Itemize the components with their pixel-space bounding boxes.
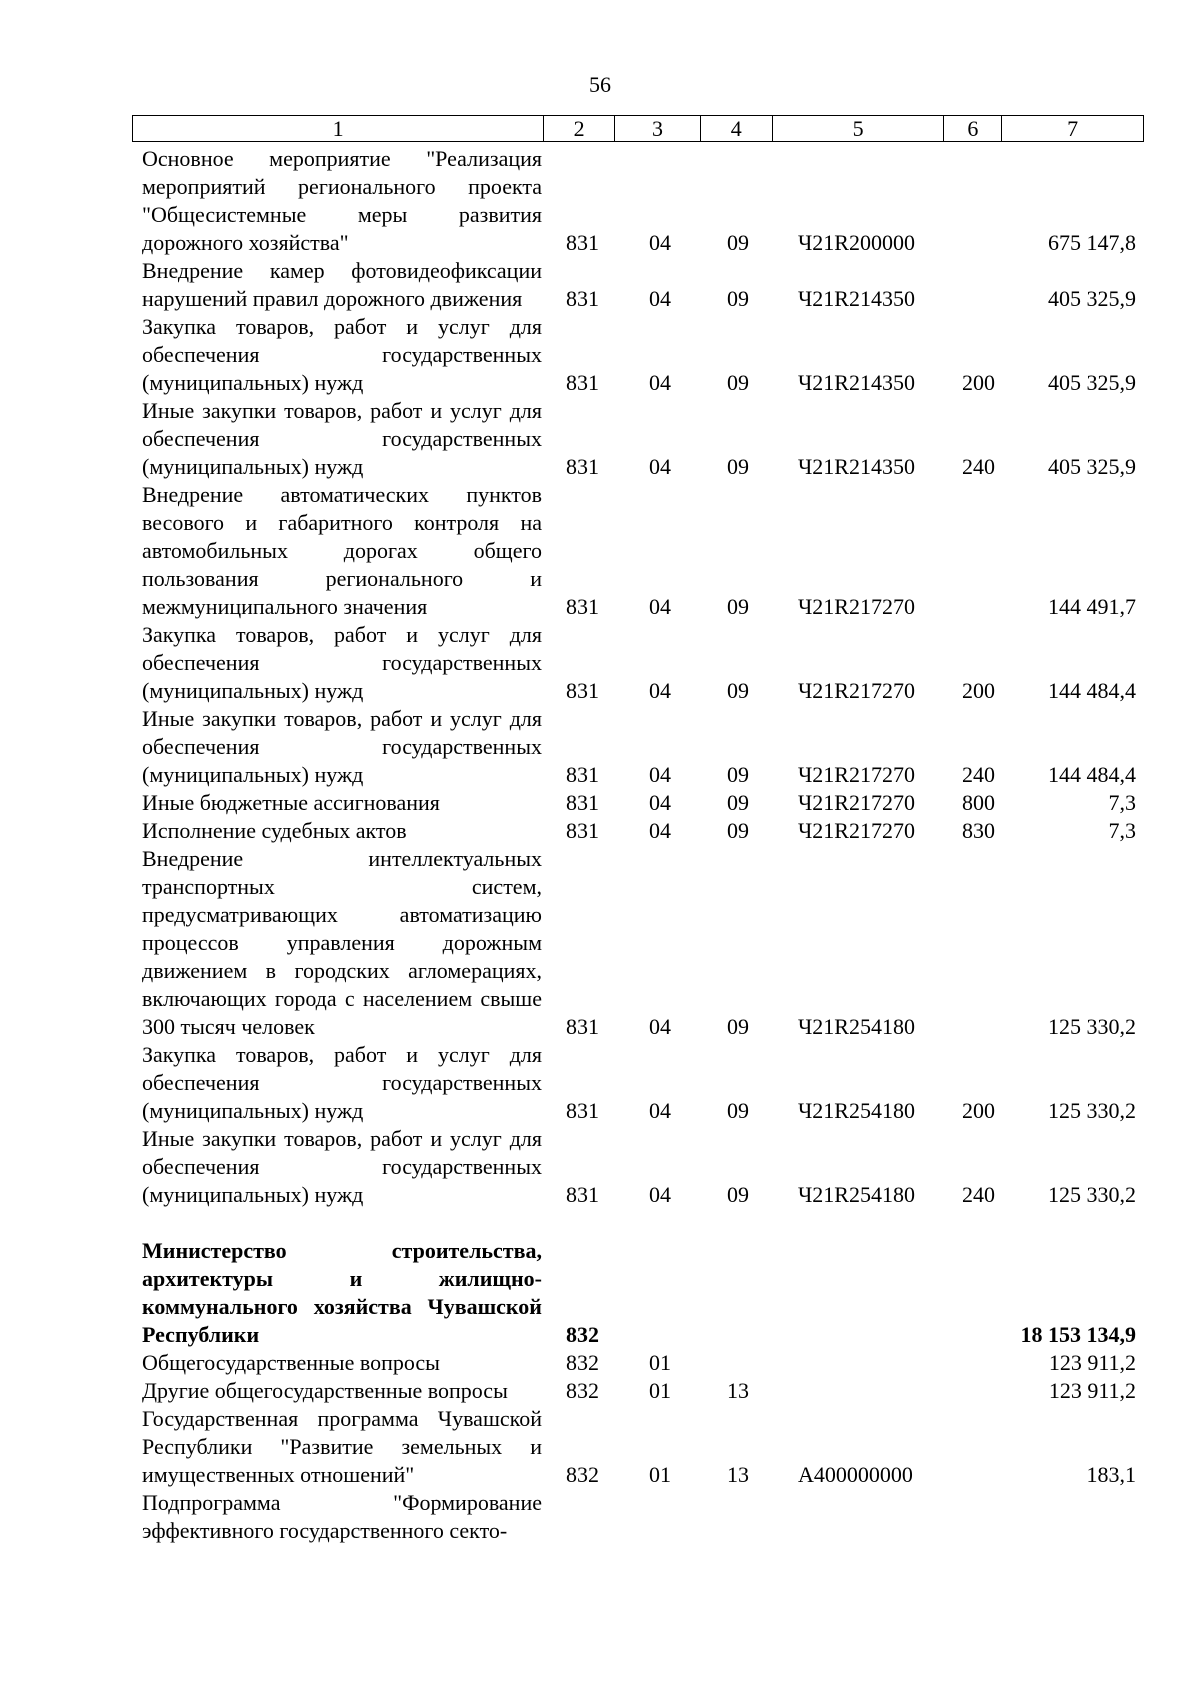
row-description: Иные закупки товаров, работ и услуг для обеспечения государственных (муниципальных) нужд xyxy=(142,1126,542,1207)
row-section: 01 xyxy=(649,1378,671,1403)
table-row xyxy=(132,257,1144,313)
table-row xyxy=(132,1041,1144,1125)
row-section: 04 xyxy=(649,762,671,787)
row-section: 01 xyxy=(649,1462,671,1487)
row-admin-code: 831 xyxy=(566,230,599,255)
row-subsection: 09 xyxy=(727,286,749,311)
row-amount: 144 491,7 xyxy=(1048,594,1136,619)
row-subsection: 09 xyxy=(727,1098,749,1123)
row-description: Государственная программа Чувашской Республики "Развитие земельных и имущественных отношений" xyxy=(142,1406,542,1487)
table-row xyxy=(132,397,1144,481)
row-section: 04 xyxy=(649,454,671,479)
table-row xyxy=(132,1125,1144,1209)
row-subsection: 09 xyxy=(727,594,749,619)
row-amount: 125 330,2 xyxy=(1048,1182,1136,1207)
row-admin-code: 831 xyxy=(566,286,599,311)
row-subsection: 09 xyxy=(727,370,749,395)
row-amount: 405 325,9 xyxy=(1048,454,1136,479)
row-description: Внедрение камер фотовидеофиксации нарушений правил дорожного движения xyxy=(142,258,542,311)
row-expense-type: 830 xyxy=(962,818,995,843)
row-description: Иные бюджетные ассигнования xyxy=(142,790,440,815)
row-admin-code: 831 xyxy=(566,1182,599,1207)
table-row xyxy=(132,845,1144,1041)
row-description: Общегосударственные вопросы xyxy=(142,1350,440,1375)
header-col-4: 4 xyxy=(701,116,773,141)
row-expense-type: 240 xyxy=(962,762,995,787)
table-row xyxy=(132,789,1144,817)
row-description: Основное мероприятие "Реализация мероприятий регионального проекта "Общесистемные меры развития дорожного хозяйства" xyxy=(142,146,542,255)
row-admin-code: 831 xyxy=(566,454,599,479)
row-description: Внедрение автоматических пунктов весового и габаритного контроля на автомобильных дорогах общего пользования регионального и межмуниципального значения xyxy=(142,482,542,619)
row-target-code: Ч21R214350 xyxy=(798,286,915,311)
row-description: Другие общегосударственные вопросы xyxy=(142,1378,508,1403)
row-section: 04 xyxy=(649,286,671,311)
row-section: 04 xyxy=(649,818,671,843)
row-target-code: Ч21R217270 xyxy=(798,594,915,619)
row-amount: 405 325,9 xyxy=(1048,370,1136,395)
row-section: 04 xyxy=(649,678,671,703)
header-col-1: 1 xyxy=(133,116,544,141)
row-amount: 144 484,4 xyxy=(1048,762,1136,787)
row-amount: 7,3 xyxy=(1108,790,1136,815)
row-admin-code: 831 xyxy=(566,790,599,815)
row-subsection: 09 xyxy=(727,762,749,787)
row-section: 04 xyxy=(649,1098,671,1123)
row-target-code: Ч21R254180 xyxy=(798,1014,915,1039)
row-amount: 125 330,2 xyxy=(1048,1098,1136,1123)
row-admin-code: 832 xyxy=(566,1322,599,1347)
row-amount: 405 325,9 xyxy=(1048,286,1136,311)
row-subsection: 09 xyxy=(727,1014,749,1039)
row-section: 04 xyxy=(649,230,671,255)
table-row xyxy=(132,1377,1144,1405)
row-target-code: Ч21R217270 xyxy=(798,762,915,787)
row-section: 01 xyxy=(649,1350,671,1375)
row-admin-code: 832 xyxy=(566,1378,599,1403)
table-row xyxy=(132,1405,1144,1489)
row-section: 04 xyxy=(649,594,671,619)
table-row xyxy=(132,1349,1144,1377)
table-row xyxy=(132,1489,1144,1545)
row-subsection: 09 xyxy=(727,818,749,843)
row-description: Внедрение интеллектуальных транспортных систем, предусматривающих автоматизацию процессов управления дорожным движением в городских агломерациях, включающих города с населением свыше 300 тысяч человек xyxy=(142,846,542,1039)
header-col-5: 5 xyxy=(773,116,945,141)
table-row xyxy=(132,817,1144,845)
row-amount: 675 147,8 xyxy=(1048,230,1136,255)
row-target-code: Ч21R217270 xyxy=(798,678,915,703)
row-subsection: 09 xyxy=(727,1182,749,1207)
table-row xyxy=(132,1237,1144,1349)
row-expense-type: 200 xyxy=(962,1098,995,1123)
row-admin-code: 831 xyxy=(566,678,599,703)
table-body xyxy=(132,145,1144,1545)
row-description: Закупка товаров, работ и услуг для обеспечения государственных (муниципальных) нужд xyxy=(142,622,542,703)
header-col-6: 6 xyxy=(944,116,1002,141)
row-target-code: Ч21R214350 xyxy=(798,370,915,395)
row-description: Исполнение судебных актов xyxy=(142,818,407,843)
row-expense-type: 200 xyxy=(962,370,995,395)
row-description: Закупка товаров, работ и услуг для обеспечения государственных (муниципальных) нужд xyxy=(142,314,542,395)
row-admin-code: 832 xyxy=(566,1350,599,1375)
row-description: Закупка товаров, работ и услуг для обеспечения государственных (муниципальных) нужд xyxy=(142,1042,542,1123)
row-subsection: 09 xyxy=(727,230,749,255)
header-col-7: 7 xyxy=(1067,116,1079,141)
table-row xyxy=(132,313,1144,397)
row-amount: 183,1 xyxy=(1086,1462,1136,1487)
row-section: 04 xyxy=(649,1014,671,1039)
row-amount: 123 911,2 xyxy=(1048,1350,1136,1375)
header-col-2: 2 xyxy=(544,116,615,141)
row-target-code: Ч21R254180 xyxy=(798,1098,915,1123)
table-row xyxy=(132,145,1144,257)
row-target-code: Ч21R200000 xyxy=(798,230,915,255)
row-target-code: Ч21R217270 xyxy=(798,818,915,843)
row-description: Подпрограмма "Формирование эффективного государственного секто- xyxy=(142,1490,542,1543)
row-amount: 7,3 xyxy=(1108,818,1136,843)
table-row xyxy=(132,621,1144,705)
row-section: 04 xyxy=(649,1182,671,1207)
row-subsection: 09 xyxy=(727,790,749,815)
row-description: Министерство строительства, архитектуры и жилищно-коммунального хозяйства Чувашской Республики xyxy=(142,1238,542,1347)
row-admin-code: 832 xyxy=(566,1462,599,1487)
row-admin-code: 831 xyxy=(566,594,599,619)
row-expense-type: 240 xyxy=(962,454,995,479)
row-amount: 144 484,4 xyxy=(1048,678,1136,703)
header-col-3: 3 xyxy=(615,116,701,141)
row-target-code: Ч21R214350 xyxy=(798,454,915,479)
row-subsection: 13 xyxy=(727,1462,749,1487)
row-target-code: А400000000 xyxy=(798,1462,913,1487)
row-description: Иные закупки товаров, работ и услуг для обеспечения государственных (муниципальных) нужд xyxy=(142,706,542,787)
row-expense-type: 800 xyxy=(962,790,995,815)
row-admin-code: 831 xyxy=(566,1014,599,1039)
row-target-code: Ч21R254180 xyxy=(798,1182,915,1207)
row-section: 04 xyxy=(649,370,671,395)
row-admin-code: 831 xyxy=(566,1098,599,1123)
table-row xyxy=(132,705,1144,789)
row-amount: 123 911,2 xyxy=(1048,1378,1136,1403)
row-admin-code: 831 xyxy=(566,818,599,843)
row-admin-code: 831 xyxy=(566,762,599,787)
row-section: 04 xyxy=(649,790,671,815)
row-expense-type: 200 xyxy=(962,678,995,703)
table-header xyxy=(132,115,1144,142)
row-subsection: 09 xyxy=(727,678,749,703)
row-target-code: Ч21R217270 xyxy=(798,790,915,815)
row-amount: 125 330,2 xyxy=(1048,1014,1136,1039)
row-description: Иные закупки товаров, работ и услуг для обеспечения государственных (муниципальных) нужд xyxy=(142,398,542,479)
row-amount: 18 153 134,9 xyxy=(1020,1322,1136,1347)
row-expense-type: 240 xyxy=(962,1182,995,1207)
table-row xyxy=(132,481,1144,621)
row-subsection: 09 xyxy=(727,454,749,479)
page-number: 56 xyxy=(589,72,611,97)
row-admin-code: 831 xyxy=(566,370,599,395)
row-subsection: 13 xyxy=(727,1378,749,1403)
